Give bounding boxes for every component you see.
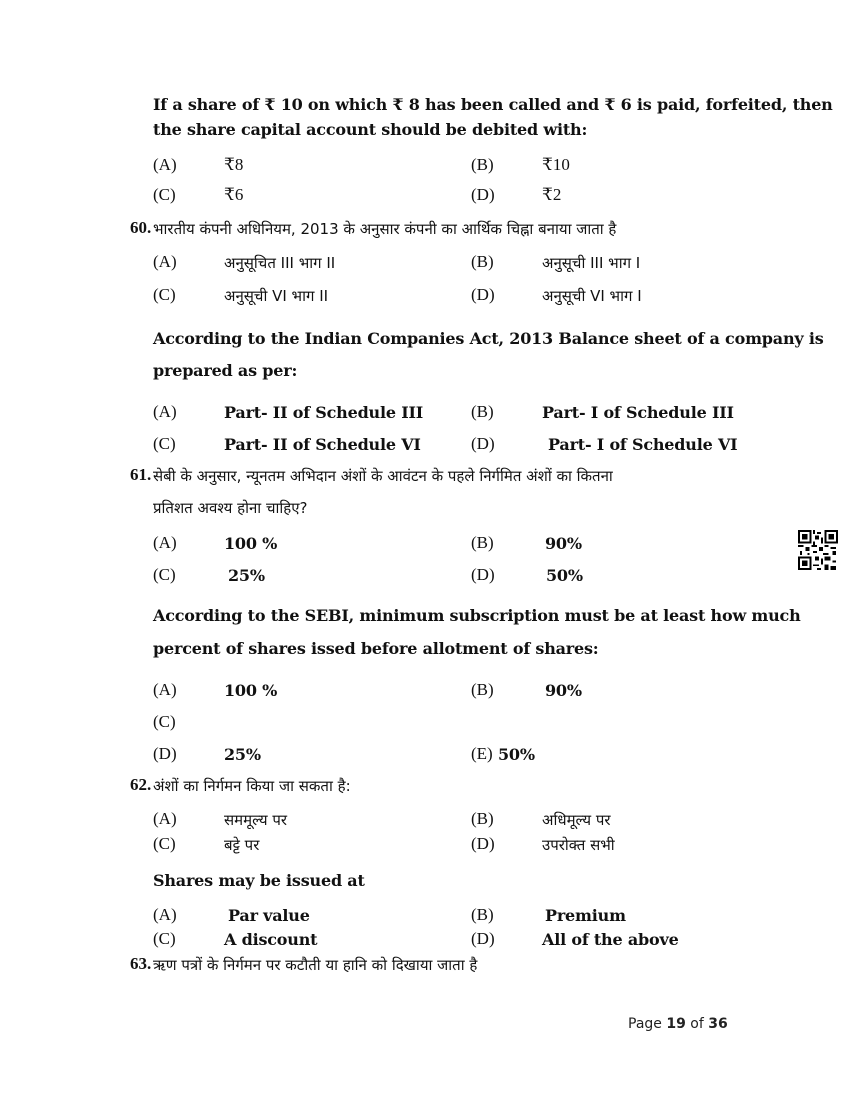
q62-hi-option-c-value: बट्टे पर <box>224 836 260 854</box>
q61-en-option-b-label: (B) <box>471 680 494 699</box>
q61-en-option-e-label: (E) <box>471 744 493 763</box>
q62-hi-option-c-label: (C) <box>153 834 176 853</box>
q62-hi-option-b-label: (B) <box>471 809 494 828</box>
q62-en-option-d-value: All of the above <box>542 930 679 949</box>
q59-text-line2: the share capital account should be debited with: <box>153 120 588 139</box>
q60-hi-option-d-label: (D) <box>471 285 495 304</box>
q59-option-c-value: ₹6 <box>224 185 244 204</box>
q59-option-b-label: (B) <box>471 155 494 174</box>
q61-en-option-e-value: 50% <box>498 745 535 764</box>
page-of: of <box>685 1016 709 1032</box>
q60-hi-option-c-label: (C) <box>153 285 176 304</box>
q62-text-hindi: अंशों का निर्गमन किया जा सकता है: <box>153 777 351 795</box>
q61-hi-option-d-label: (D) <box>471 565 495 584</box>
q61-text-line2: percent of shares issed before allotment of shares: <box>153 639 599 658</box>
q59-option-a-value: ₹8 <box>224 155 244 174</box>
q61-text-hindi-line1: सेबी के अनुसार, न्यूनतम अभिदान अंशों के आवंटन के पहले निर्गमित अंशों का कितना <box>153 467 613 485</box>
q60-hi-option-a-value: अनुसूचित III भाग II <box>224 254 336 272</box>
q60-en-option-c-label: (C) <box>153 434 176 453</box>
q62-text: Shares may be issued at <box>153 871 365 890</box>
q60-en-option-d-label: (D) <box>471 434 495 453</box>
q61-hi-option-a-value: 100 % <box>224 534 278 553</box>
q60-hi-option-c-value: अनुसूची VI भाग II <box>224 287 329 305</box>
q60-hi-option-d-value: अनुसूची VI भाग I <box>542 287 642 305</box>
q61-hi-option-b-label: (B) <box>471 533 494 552</box>
q62-en-option-a-value: Par value <box>228 906 310 925</box>
q59-option-c-label: (C) <box>153 185 176 204</box>
q61-en-option-c-label: (C) <box>153 712 176 731</box>
q61-en-option-d-value: 25% <box>224 745 261 764</box>
q62-hi-option-b-value: अधिमूल्य पर <box>542 811 611 829</box>
q61-text-line1: According to the SEBI, minimum subscription must be at least how much <box>153 606 801 625</box>
q61-number: 61. <box>130 465 152 484</box>
q62-en-option-b-label: (B) <box>471 905 494 924</box>
q61-hi-option-c-value: 25% <box>228 566 265 585</box>
page-footer <box>628 1016 728 1032</box>
q59-option-d-label: (D) <box>471 185 495 204</box>
q60-hi-option-b-value: अनुसूची III भाग I <box>542 254 641 272</box>
q62-hi-option-a-label: (A) <box>153 809 177 828</box>
q60-en-option-d-value: Part- I of Schedule VI <box>548 435 738 454</box>
total-page-count: 36 <box>708 1016 728 1032</box>
q61-hi-option-d-value: 50% <box>546 566 583 585</box>
q61-hi-option-c-label: (C) <box>153 565 176 584</box>
q61-en-option-b-value: 90% <box>545 681 582 700</box>
current-page-number: 19 <box>666 1016 686 1032</box>
q61-en-option-d-label: (D) <box>153 744 177 763</box>
qr-code-icon <box>798 530 838 570</box>
q62-number: 62. <box>130 775 152 794</box>
q60-hi-option-b-label: (B) <box>471 252 494 271</box>
q59-option-d-value: ₹2 <box>542 185 562 204</box>
q61-hi-option-a-label: (A) <box>153 533 177 552</box>
q59-option-a-label: (A) <box>153 155 177 174</box>
q62-en-option-a-label: (A) <box>153 905 177 924</box>
q60-en-option-b-label: (B) <box>471 402 494 421</box>
q62-hi-option-d-value: उपरोक्त सभी <box>542 836 615 854</box>
q62-en-option-c-value: A discount <box>224 930 318 949</box>
q60-en-option-c-value: Part- II of Schedule VI <box>224 435 421 454</box>
q60-en-option-a-value: Part- II of Schedule III <box>224 403 424 422</box>
q60-text-line2: prepared as per: <box>153 361 298 380</box>
q62-hi-option-d-label: (D) <box>471 834 495 853</box>
q60-number: 60. <box>130 218 152 237</box>
q62-en-option-d-label: (D) <box>471 929 495 948</box>
q61-hi-option-b-value: 90% <box>545 534 582 553</box>
q60-en-option-a-label: (A) <box>153 402 177 421</box>
q62-en-option-c-label: (C) <box>153 929 176 948</box>
q63-text-hindi: ऋण पत्रों के निर्गमन पर कटौती या हानि को दिखाया जाता है <box>153 956 478 974</box>
q63-number: 63. <box>130 954 152 973</box>
q61-text-hindi-line2: प्रतिशत अवश्य होना चाहिए? <box>153 499 308 517</box>
page-prefix: Page <box>628 1016 667 1032</box>
q60-text-line1: According to the Indian Companies Act, 2013 Balance sheet of a company is <box>153 329 824 348</box>
q61-en-option-a-label: (A) <box>153 680 177 699</box>
q60-en-option-b-value: Part- I of Schedule III <box>542 403 734 422</box>
q60-text-hindi: भारतीय कंपनी अधिनियम, 2013 के अनुसार कंपनी का आर्थिक चिह्ना बनाया जाता है <box>153 220 617 238</box>
q60-hi-option-a-label: (A) <box>153 252 177 271</box>
q61-en-option-a-value: 100 % <box>224 681 278 700</box>
q59-option-b-value: ₹10 <box>542 155 570 174</box>
q62-hi-option-a-value: सममूल्य पर <box>224 811 288 829</box>
q62-en-option-b-value: Premium <box>545 906 626 925</box>
q59-text-line1: If a share of ₹ 10 on which ₹ 8 has been called and ₹ 6 is paid, forfeited, then <box>153 95 833 114</box>
